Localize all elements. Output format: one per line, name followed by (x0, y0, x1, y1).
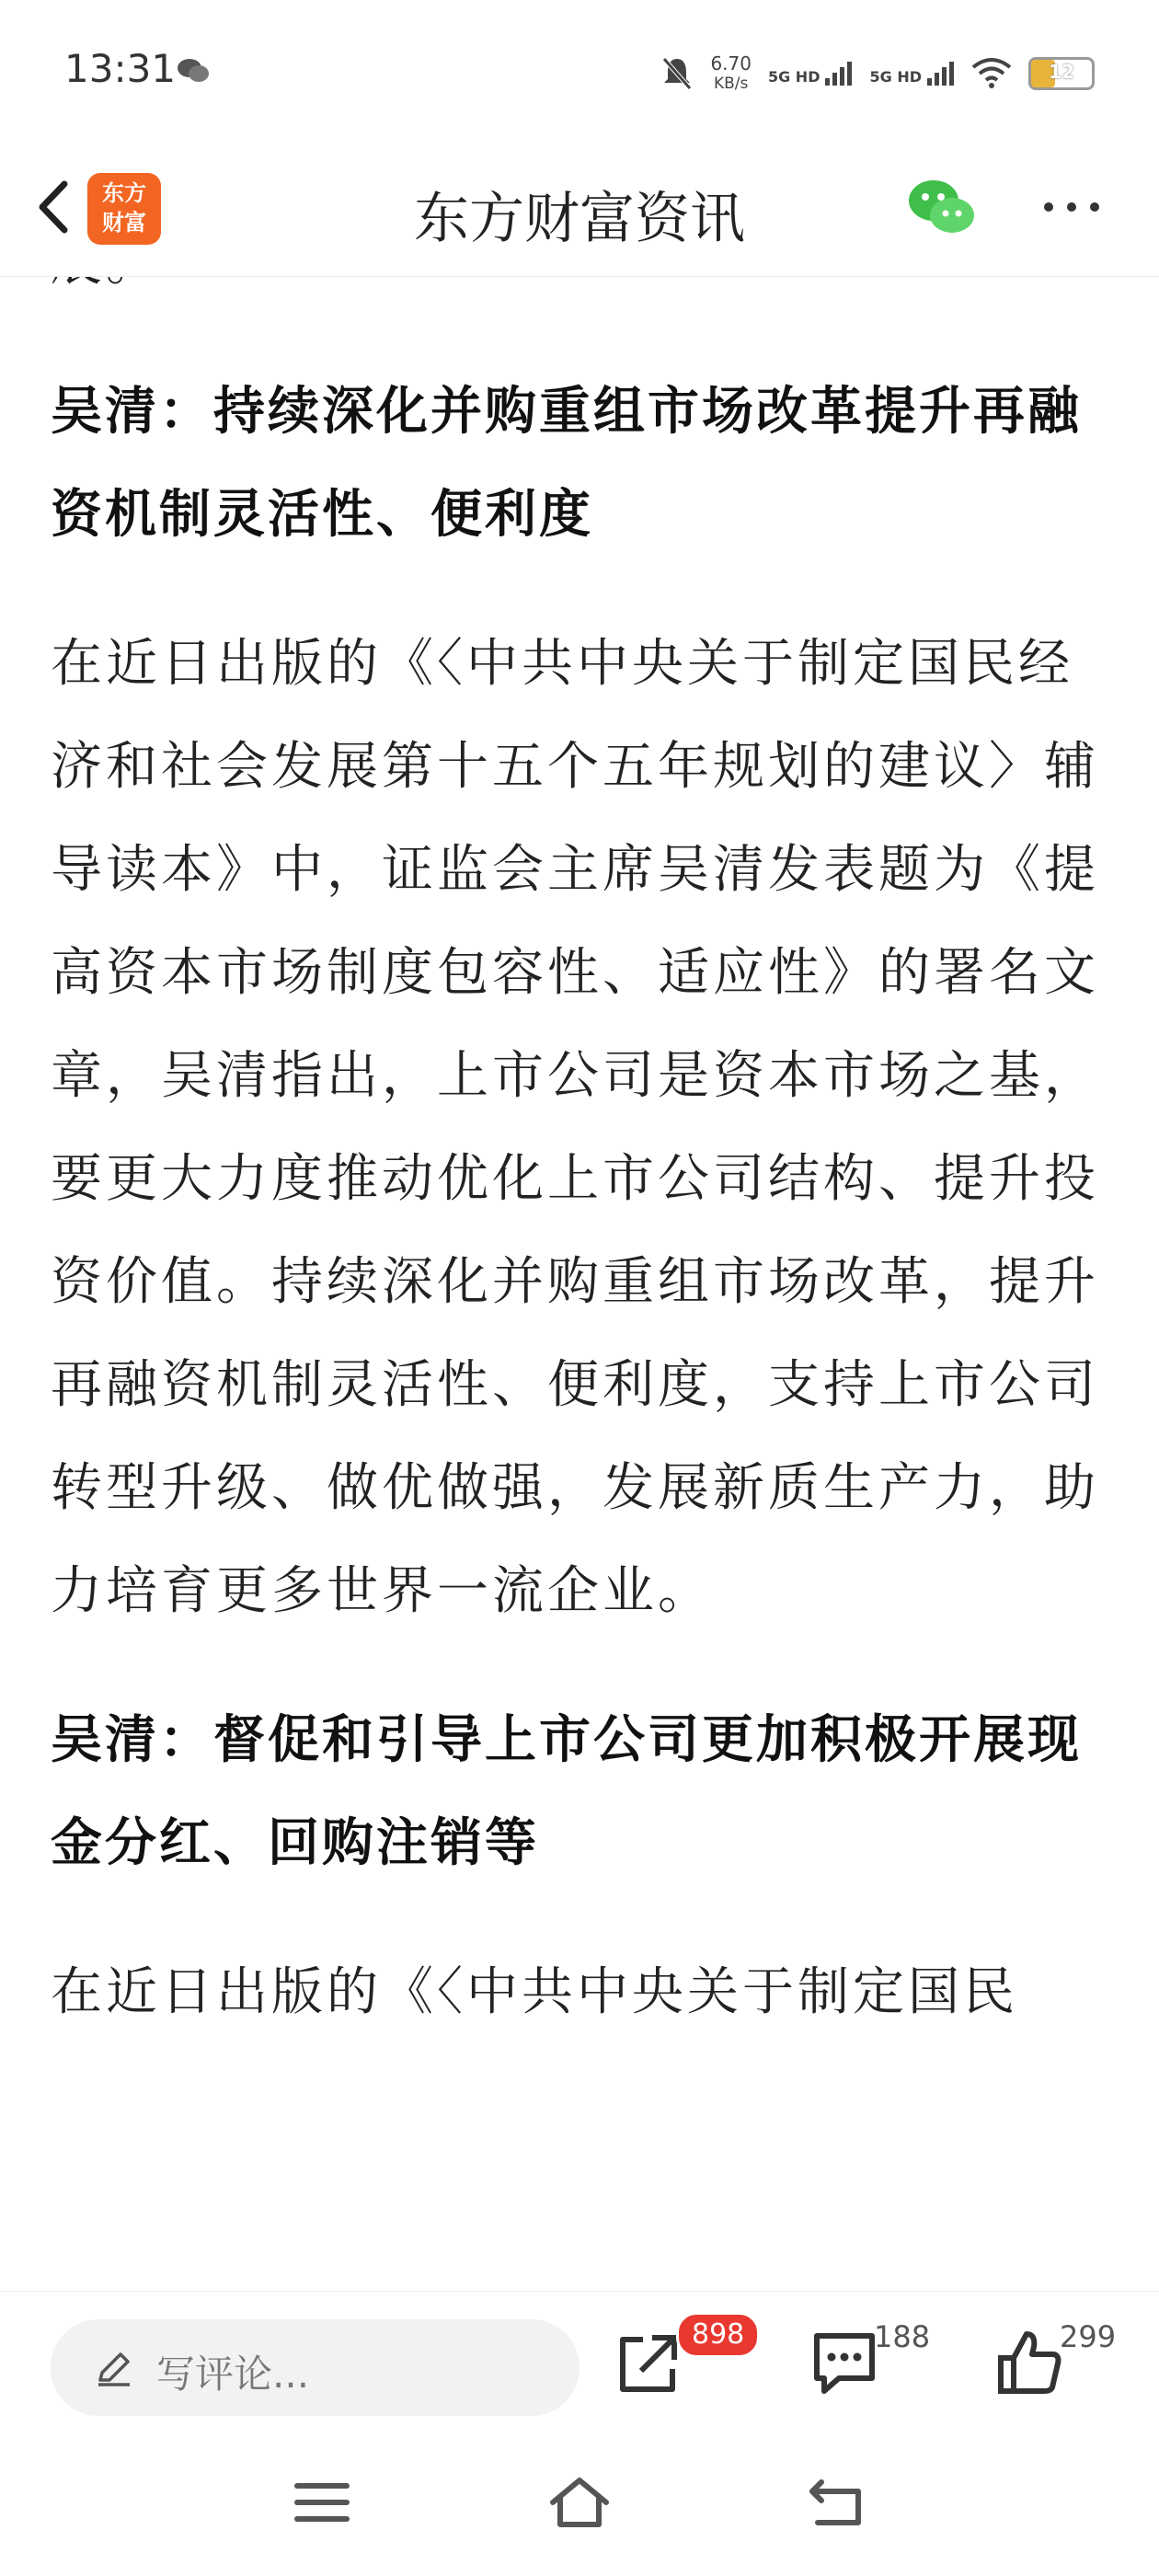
signal-icon (825, 62, 853, 86)
back-nav-icon[interactable] (805, 2475, 869, 2530)
home-icon[interactable] (547, 2475, 612, 2530)
article-content (51, 276, 1108, 2291)
signal-2 (869, 62, 955, 86)
comment-count: 188 (874, 2319, 931, 2354)
wechat-notification-icon (177, 57, 210, 85)
status-time: 13:31 (64, 46, 177, 91)
signal-icon (927, 62, 955, 86)
comment-placeholder: 写评论... (156, 2352, 310, 2397)
system-nav-bar (0, 2429, 1159, 2576)
section-body-2: 在近日出版的《〈中共中央关于制定国民 (51, 1962, 1018, 2022)
share-count-badge: 898 (676, 2312, 760, 2358)
logo-line-2: 财富 (102, 210, 146, 236)
battery-level: 12 (1049, 61, 1074, 83)
bottom-action-bar (0, 2291, 1159, 2430)
like-icon[interactable] (993, 2327, 1067, 2400)
app-header (0, 138, 1159, 277)
signal-1 (768, 62, 854, 86)
comment-input[interactable] (51, 2319, 580, 2416)
net-speed-unit: KB/s (714, 75, 749, 93)
menu-icon[interactable] (290, 2475, 354, 2530)
like-count: 299 (1060, 2319, 1117, 2354)
section-body-1: 在近日出版的《〈中共中央关于制定国民经济和社会发展第十五个五年规划的建议〉辅导读本》中，证监会主席吴清发表题为《提高资本市场制度包容性、适应性》的署名文章，吴清指出，上市公司是资本市场之基，要更大力度推动优化上市公司结构、提升投资价值。持续深化并购重组市场改革，提升再融资机制灵活性、便利度，支持上市公司转型升级、做优做强，发展新质生产力，助力培育更多世界一流企业。 (51, 634, 1099, 1621)
page-title: 东方财富资讯 (414, 187, 745, 251)
back-icon[interactable] (26, 175, 81, 239)
logo-line-1: 东方 (102, 180, 146, 206)
pen-icon (95, 2349, 133, 2387)
share-icon[interactable] (612, 2327, 685, 2400)
net-speed (710, 53, 752, 94)
status-icons (660, 46, 1095, 101)
status-bar (0, 0, 1159, 138)
more-icon[interactable] (1039, 189, 1104, 225)
wechat-share-icon[interactable] (906, 175, 976, 239)
net-tag-1: 5G HD (767, 68, 820, 86)
section-heading-1: 吴清：持续深化并购重组市场改革提升再融资机制灵活性、便利度 (51, 382, 1082, 545)
app-logo[interactable] (87, 173, 161, 245)
comment-icon[interactable] (808, 2327, 881, 2400)
mute-bell-icon (660, 55, 694, 92)
wifi-icon (971, 58, 1012, 89)
battery-icon (1028, 57, 1095, 90)
net-speed-value: 6.70 (710, 52, 752, 75)
section-heading-2: 吴清：督促和引导上市公司更加积极开展现金分红、回购注销等 (51, 1710, 1082, 1873)
net-tag-2: 5G HD (869, 68, 922, 86)
